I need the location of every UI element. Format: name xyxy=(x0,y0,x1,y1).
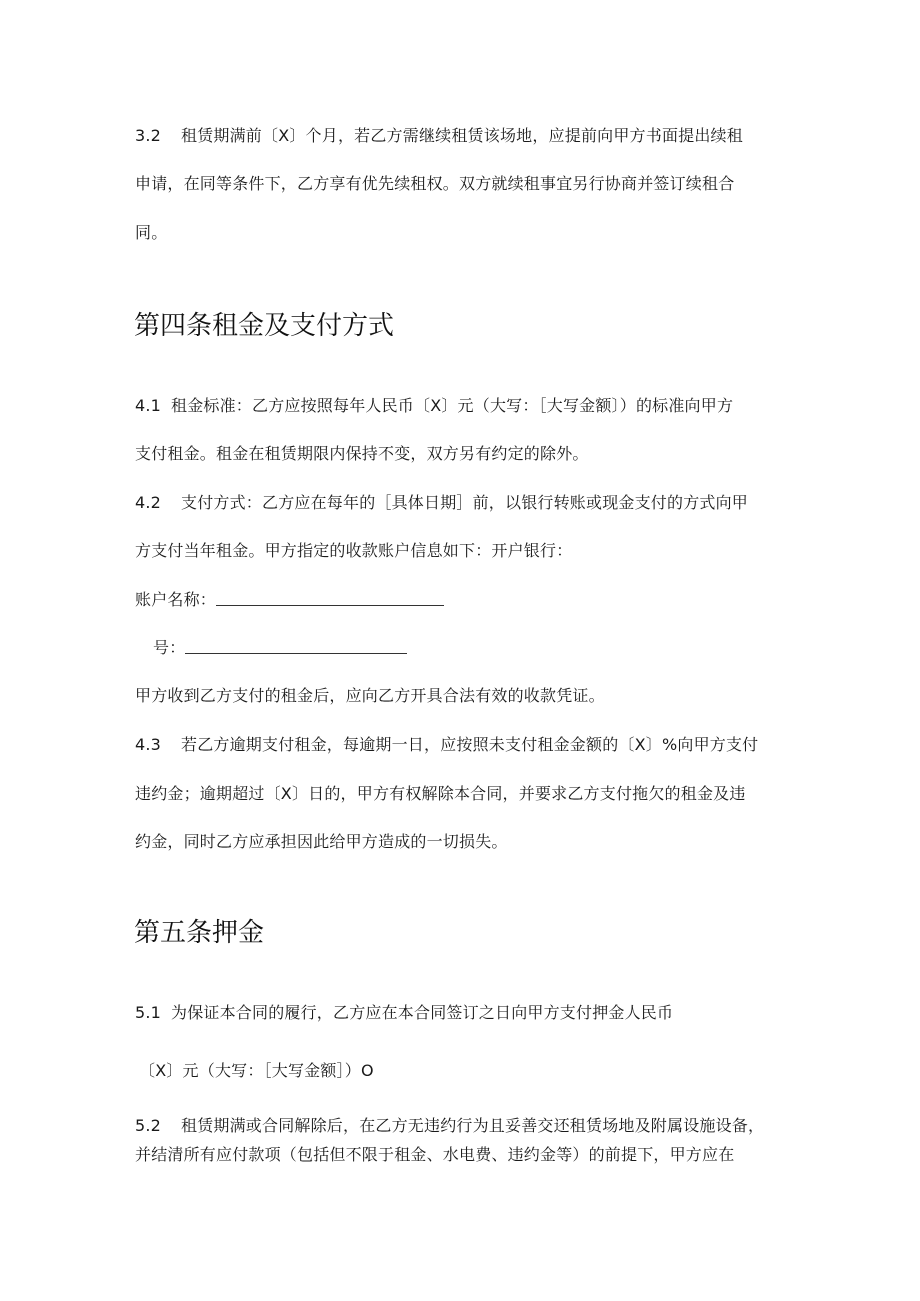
clause-5-2-line-1 xyxy=(135,1116,764,1136)
clause-3-2-line-2: 申请，在同等条件下，乙方享有优先续租权。双方就续租事宜另行协商并签订续租合 xyxy=(135,174,735,193)
clause-text: 若乙方逾期支付租金，每逾期一日，应按照未支付租金金额的〔X〕%向甲方支付 xyxy=(181,735,759,754)
clause-4-2-receipt-line: 甲方收到乙方支付的租金后，应向乙方开具合法有效的收款凭证。 xyxy=(135,686,605,705)
account-number-label: 号： xyxy=(153,638,186,657)
clause-5-2-line-2: 并结清所有应付款项（包括但不限于租金、水电费、违约金等）的前提下，甲方应在 xyxy=(135,1145,735,1164)
article-5-heading: 第五条押金 xyxy=(134,918,265,948)
clause-number: 5.1 xyxy=(135,1003,162,1022)
article-4-heading: 第四条租金及支付方式 xyxy=(134,311,395,341)
clause-number: 4.2 xyxy=(135,493,162,512)
clause-number: 4.3 xyxy=(135,735,162,754)
clause-4-3-line-3: 约金，同时乙方应承担因此给甲方造成的一切损失。 xyxy=(135,832,508,851)
clause-3-2-line-3: 同。 xyxy=(135,223,168,242)
clause-number: 5.2 xyxy=(135,1116,162,1135)
clause-text: 支付方式：乙方应在每年的［具体日期］前，以银行转账或现金支付的方式向甲 xyxy=(181,493,749,512)
clause-text: 租金标准：乙方应按照每年人民币〔X〕元（大写：［大写金额〕）的标准向甲方 xyxy=(171,396,734,415)
clause-4-2-line-1 xyxy=(135,493,748,513)
clause-number: 3.2 xyxy=(135,126,162,145)
clause-text: 为保证本合同的履行，乙方应在本合同签订之日向甲方支付押金人民币 xyxy=(171,1003,674,1022)
clause-number: 4.1 xyxy=(135,396,162,415)
account-name-blank xyxy=(216,591,444,606)
clause-4-1-line-1 xyxy=(135,396,733,416)
account-name-label: 账户名称： xyxy=(135,590,217,609)
account-number-blank xyxy=(185,639,407,654)
clause-5-1-line-1 xyxy=(135,1003,673,1023)
clause-4-1-line-2: 支付租金。租金在租赁期限内保持不变，双方另有约定的除外。 xyxy=(135,444,589,463)
clause-4-3-line-2: 违约金；逾期超过〔X〕日的，甲方有权解除本合同，并要求乙方支付拖欠的租金及违 xyxy=(135,784,746,803)
clause-5-1-line-2: 〔X〕元（大写：［大写金额］）O xyxy=(139,1061,374,1080)
clause-text: 租赁期满或合同解除后，在乙方无违约行为且妥善交还租赁场地及附属设施设备， xyxy=(181,1116,765,1135)
account-number-row xyxy=(153,638,407,658)
clause-text: 租赁期满前〔X〕个月，若乙方需继续租赁该场地，应提前向甲方书面提出续租 xyxy=(181,126,743,145)
clause-4-3-line-1 xyxy=(135,735,758,755)
clause-3-2-line-1 xyxy=(135,126,743,146)
account-name-row xyxy=(135,590,444,610)
clause-4-2-line-2: 方支付当年租金。甲方指定的收款账户信息如下：开户银行： xyxy=(135,541,573,560)
